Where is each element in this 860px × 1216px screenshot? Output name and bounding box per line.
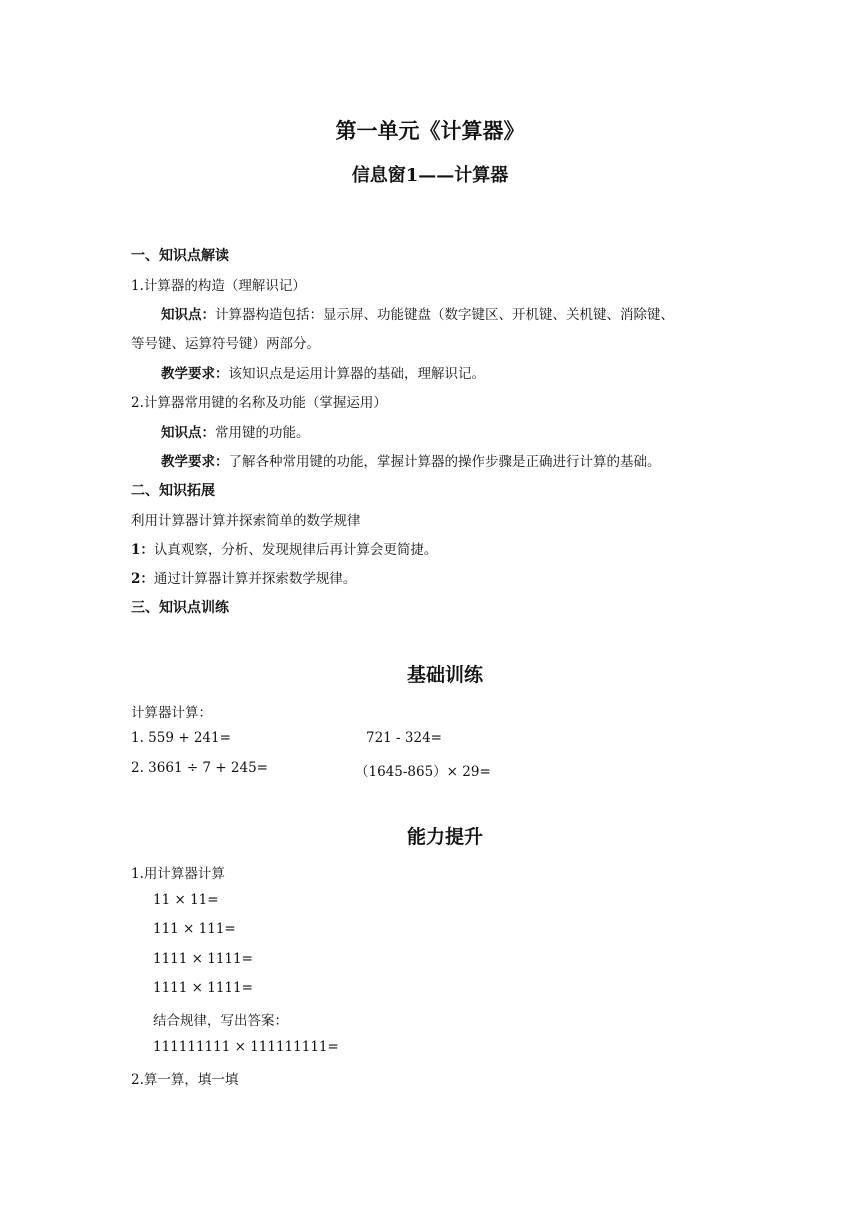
advanced-q2-title: 2.算一算，填一填: [131, 1072, 239, 1088]
knowledge-label: 知识点：: [161, 425, 215, 441]
knowledge-text: 常用键的功能。: [215, 425, 310, 441]
section1-item1-title: 1.计算器的构造（理解识记）: [131, 278, 306, 294]
section3-heading: 三、知识点训练: [131, 600, 229, 616]
basic-training-heading: 基础训练: [406, 664, 483, 686]
basic-row1-right: 721 - 324=: [366, 730, 442, 746]
basic-row1-left: 1. 559 + 241=: [131, 730, 231, 746]
knowledge-text: 计算器构造包括：显示屏、功能键盘（数字键区、开机键、关机键、消除键、: [215, 307, 674, 323]
advanced-line-1: 11 × 11=: [153, 892, 219, 908]
advanced-line-4: 1111 × 1111=: [153, 980, 253, 996]
advanced-line-3: 1111 × 1111=: [153, 951, 253, 967]
page-subtitle: 信息窗1——计算器: [351, 165, 509, 186]
basic-row2-right: （1645-865）× 29=: [355, 764, 491, 780]
section2-point1: [131, 538, 437, 558]
section1-item1-knowledge: [161, 303, 674, 323]
point2-label: 2：: [131, 571, 154, 587]
section2-point2: [131, 567, 356, 587]
requirement-label: 教学要求：: [161, 366, 229, 382]
point2-text: 通过计算器计算并探索数学规律。: [153, 571, 357, 587]
knowledge-label: 知识点：: [161, 307, 215, 323]
section1-item2-requirement: [161, 450, 661, 470]
basic-row2-left: 2. 3661 ÷ 7 + 245=: [131, 760, 268, 776]
page-title: 第一单元《计算器》: [335, 118, 525, 143]
section2-heading: 二、知识拓展: [131, 483, 215, 499]
requirement-text: 了解各种常用键的功能，掌握计算器的操作步骤是正确进行计算的基础。: [228, 454, 661, 470]
advanced-heading: 能力提升: [406, 826, 483, 848]
section1-item1-requirement: [161, 362, 485, 382]
advanced-line-2: 111 × 111=: [153, 921, 236, 937]
requirement-label: 教学要求：: [161, 454, 229, 470]
point1-text: 认真观察，分析、发现规律后再计算会更简捷。: [153, 542, 438, 558]
requirement-text: 该知识点是运用计算器的基础，理解识记。: [228, 366, 485, 382]
point1-label: 1：: [131, 542, 154, 558]
section1-item2-knowledge: [161, 421, 310, 441]
advanced-final-line: 111111111 × 111111111=: [153, 1039, 339, 1055]
section1-item1-knowledge-cont: 等号键、运算符号键）两部分。: [131, 336, 320, 352]
advanced-q1-title: 1.用计算器计算: [131, 866, 225, 882]
section1-heading: 一、知识点解读: [131, 248, 229, 264]
section1-item2-title: 2.计算器常用键的名称及功能（掌握运用）: [131, 395, 387, 411]
advanced-rule-text: 结合规律，写出答案：: [153, 1013, 288, 1029]
section2-intro: 利用计算器计算并探索简单的数学规律: [131, 513, 361, 529]
basic-intro: 计算器计算：: [131, 705, 212, 721]
